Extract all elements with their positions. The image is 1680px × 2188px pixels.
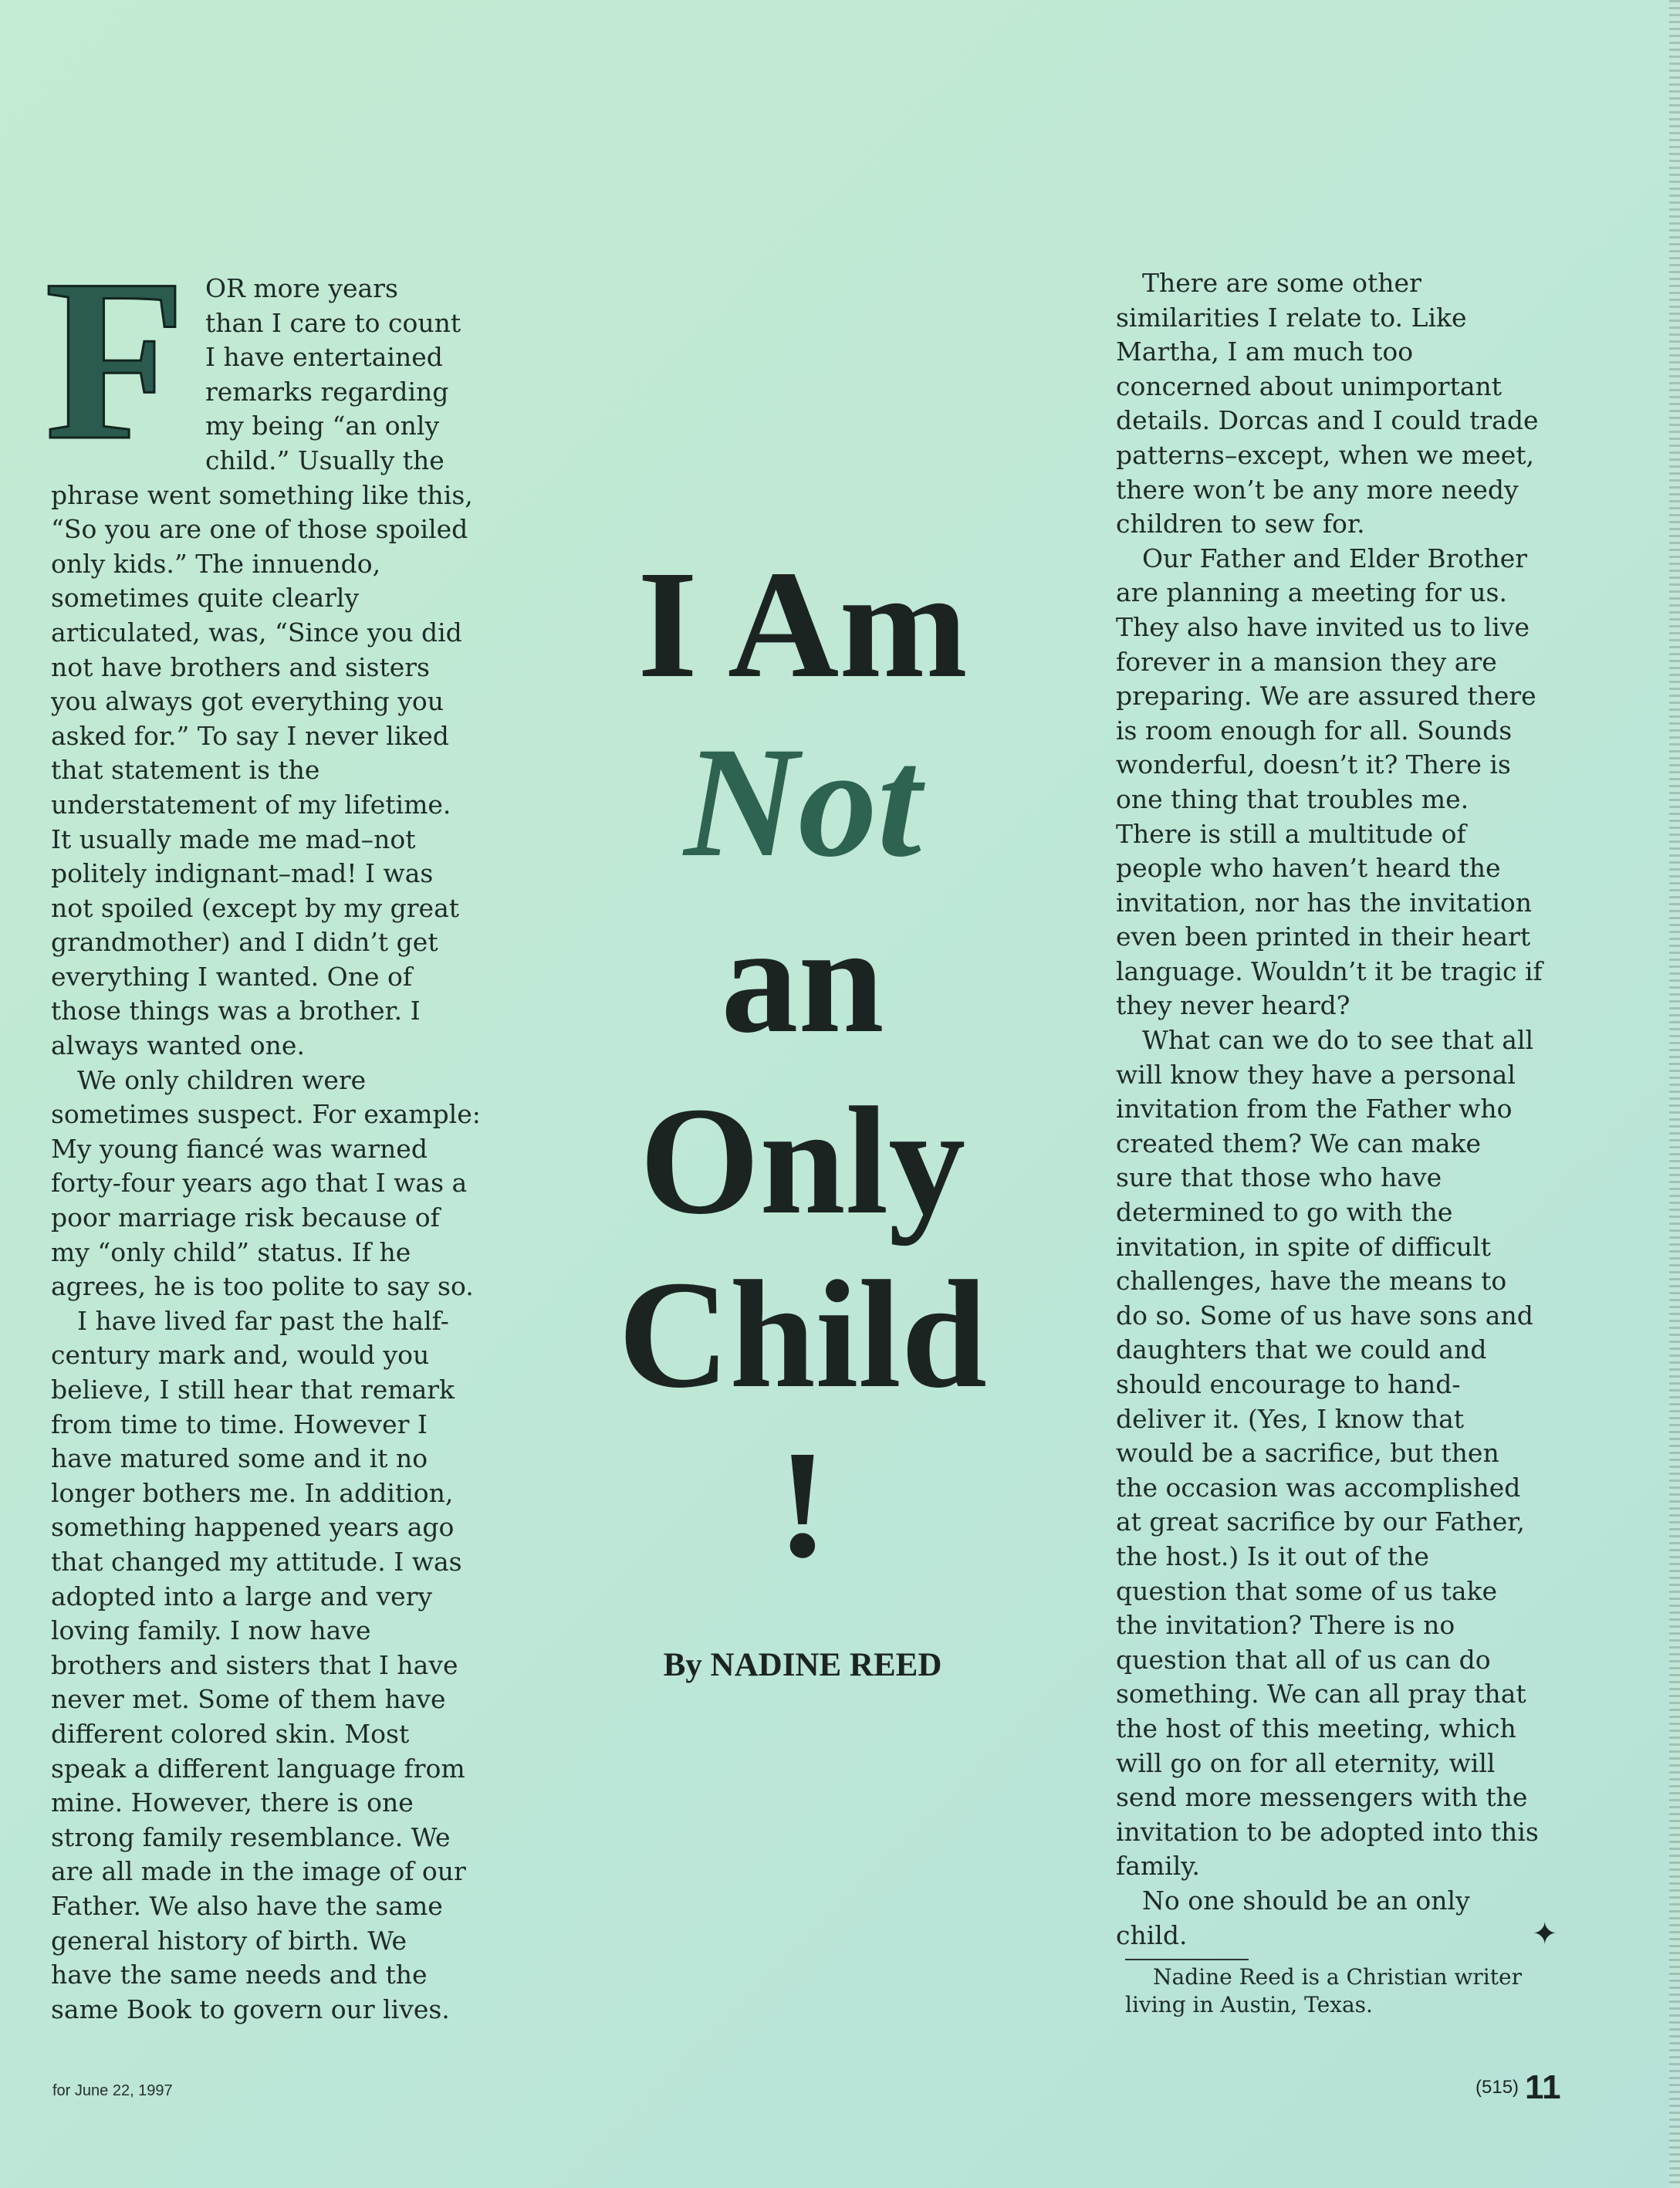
author-bio-line-1: Nadine Reed is a Christian writer: [1153, 1964, 1522, 1990]
paragraph-3: I have lived far past the half- century mark and, would you believe, I still hear that remark from time to time. However I have matured some and it no longer bothers me. In addition, something happened years ago that changed my attitude. I was adopted into a large and very loving family. I now have brothers and sisters that I have never met. Some of them have different colored skin. Most speak a different language from mine. However, there is one strong family resemblance. We are all made in the image of our Father. We also have the same general history of birth. We have the same needs and the same Book to govern our lives.: [51, 1305, 466, 2024]
dropcap-paragraph: [45, 232, 483, 488]
title-line-child: Child: [617, 1250, 988, 1420]
title-line-not: Not: [684, 715, 921, 890]
title-line-i-am: I Am: [637, 539, 968, 710]
author-bio-line-2: living in Austin, Texas.: [1125, 1992, 1373, 2017]
title-line-an: an: [721, 894, 884, 1065]
paragraph-6: What can we do to see that all will know they have a personal invitation from the Father who created them? We can make sure that those who have determined to go with the invitation, in spite of difficult challenges, have the means to do so. Some of us have sons and daughters that we could and should encourage to hand- deliver it. (Yes, I know that would be a sacrifice, but then the occasion was accomplished at great sacrifice by our Father, the host.) Is it out of the question that some of us take the invitation? There is no question that all of us can do something. We can all pray that the host of this meeting, which will go on for all eternity, will send more messengers with the invitation to be adopted into this family.: [1116, 1025, 1539, 1882]
title-exclamation: !: [776, 1419, 829, 1590]
left-column: [45, 232, 483, 2027]
paragraph-7-closing: No one should be an only child.: [1116, 1885, 1470, 1950]
byline: By NADINE REED: [663, 1647, 942, 1683]
paragraph-intro-lines: OR more years than I care to count I have entertained remarks regarding my being “an only child.” Usually the: [205, 273, 461, 475]
page-number: 11: [1525, 2068, 1561, 2106]
paragraph-1-continued: phrase went something like this, “So you are one of those spoiled only kids.” The innuendo, sometimes quite clearly articulated, was, “Since you did not have brothers and sisters you always got everything you asked for.” To say I never liked that statement is the understatement of my lifetime. It usually made me mad–not politely indignant–mad! I was not spoiled (except by my great grandmother) and I didn’t get everything I wanted. One of those things was a brother. I always wanted one.: [51, 479, 473, 1061]
dropcap-letter: F: [45, 232, 187, 488]
paragraph-2: We only children were sometimes suspect. For example: My young fiancé was warned forty-four years ago that I was a poor marriage risk because of my “only child” status. If he agrees, he is too polite to say so.: [51, 1064, 481, 1302]
end-mark-icon: ✦: [1532, 1916, 1558, 1952]
page-code: (515): [1475, 2077, 1519, 2098]
footer-date: for June 22, 1997: [52, 2082, 173, 2099]
author-bio: [1125, 1963, 1588, 2019]
paragraph-5: Our Father and Elder Brother are planning a meeting for us. They also have invited us to live forever in a mansion they are preparing. We are assured there is room enough for all. Sounds wonderful, doesn’t it? There is one thing that troubles me. There is still a multitude of people who haven’t heard the invitation, nor has the invitation even been printed in their heart language. Wouldn’t it be tragic if they never heard?: [1116, 543, 1543, 1021]
title-line-only: Only: [639, 1076, 966, 1246]
right-column: [1116, 266, 1579, 1953]
bio-divider: [1125, 1959, 1249, 1960]
binding-edge: [1669, 0, 1680, 2188]
footer-page: [1475, 2068, 1561, 2107]
paragraph-4: There are some other similarities I relate to. Like Martha, I am much too concerned about unimportant details. Dorcas and I could trade patterns–except, when we meet, there won’t be any more needy children to sew for.: [1116, 268, 1539, 539]
